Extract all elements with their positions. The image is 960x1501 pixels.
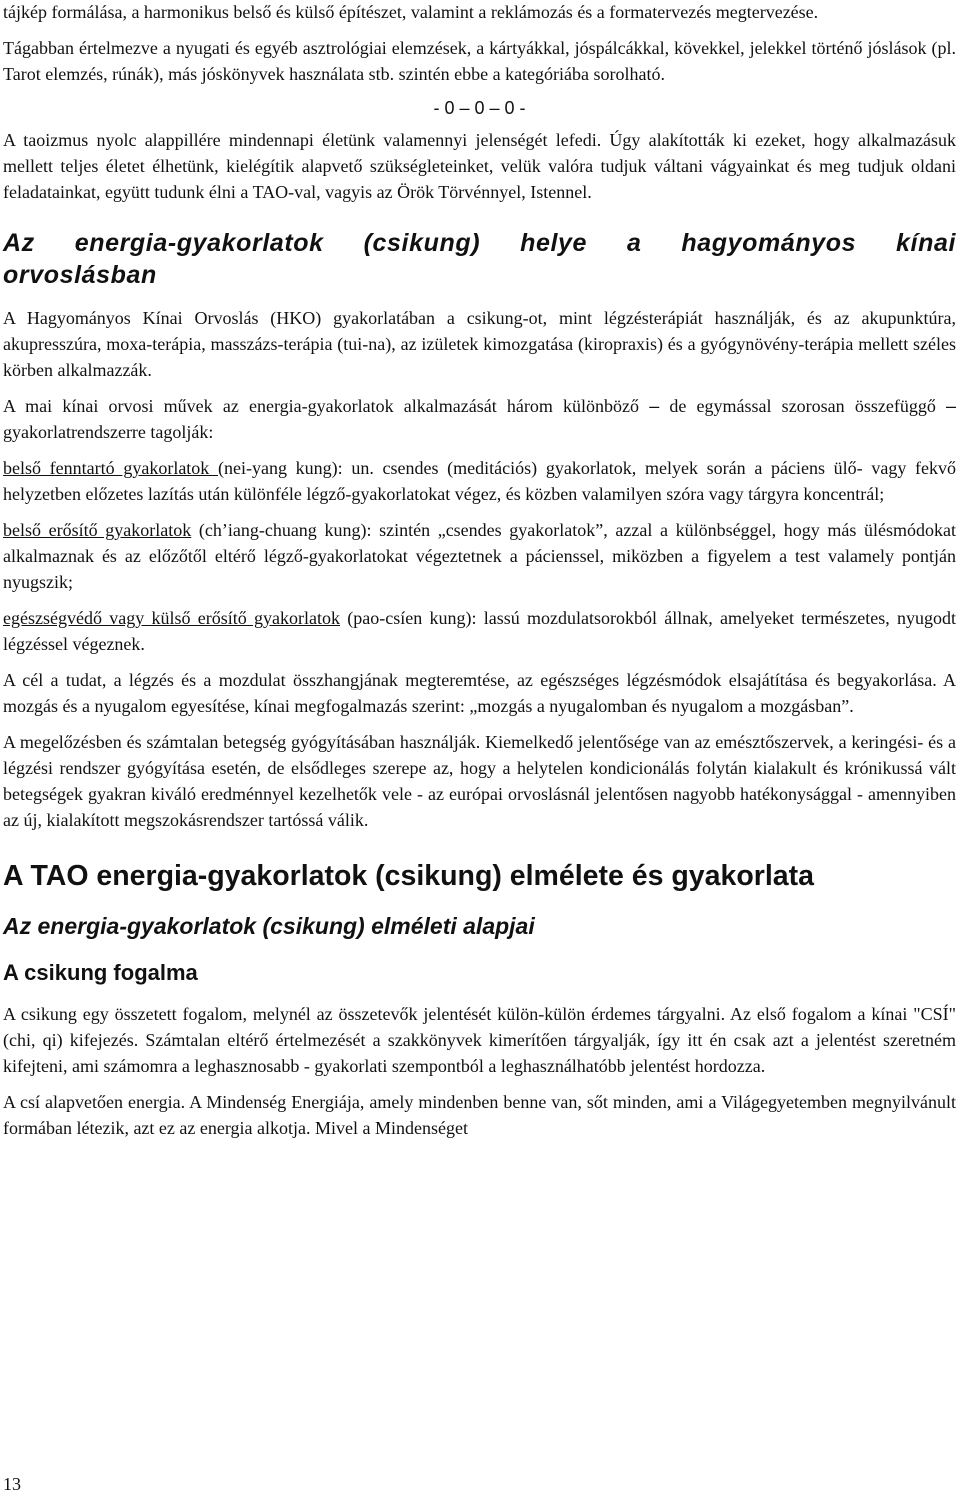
paragraph-5 bbox=[3, 393, 956, 445]
paragraph-5-part-b: de egymással szorosan összefüggő bbox=[669, 396, 936, 416]
subchapter-heading: Az energia-gyakorlatok (csikung) elméleti alapjai bbox=[3, 913, 535, 939]
dash-1: – bbox=[649, 396, 660, 416]
chapter-heading: A TAO energia-gyakorlatok (csikung) elmélete és gyakorlata bbox=[3, 860, 814, 892]
list-item-1-term: belső fenntartó gyakorlatok bbox=[3, 458, 218, 478]
paragraph-1: tájkép formálása, a harmonikus belső és külső építészet, valamint a reklámozás és a formatervezés megtervezése. bbox=[3, 2, 819, 22]
list-item-1 bbox=[3, 455, 956, 507]
list-item-3 bbox=[3, 605, 956, 657]
page-number: 13 bbox=[3, 1474, 21, 1494]
paragraph-9: A csí alapvetően energia. A Mindenség Energiája, amely mindenben benne van, sőt minden, ami a Világegyetemben megnyilvánult formában létezik, azt ez az energia alkotja. Mivel a Mindenséget bbox=[3, 1092, 956, 1138]
list-item-2-term: belső erősítő gyakorlatok bbox=[3, 520, 192, 540]
paragraph-3: A taoizmus nyolc alappillére mindennapi életünk valamennyi jelenségét lefedi. Úgy alakították ki ezeket, hogy alkalmazásuk mellett teljes életet élhetünk, kielégítik alapvető szükségleteinket, velük valóra tudjuk váltani vágyainkat és meg tudjuk oldani feladatainkat, együtt tudunk élni a TAO-val, vagyis az Örök Törvénnyel, Istennel. bbox=[3, 130, 956, 202]
section-heading: Az energia-gyakorlatok (csikung) helye a hagyományos kínai orvoslásban bbox=[3, 229, 956, 289]
paragraph-4: A Hagyományos Kínai Orvoslás (HKO) gyakorlatában a csikung-ot, mint légzésterápiát használják, és az akupunktúra, akupresszúra, moxa-terápia, masszázs-terápia (tui-na), az izületek kimozgatása (kiropraxis) és a gyógynövény-terápia mellett széles körben alkalmazzák. bbox=[3, 308, 956, 380]
list-item-2-text: (ch’iang-chuang kung): szintén „csendes gyakorlatok”, azzal a különbséggel, hogy más ülésmódokat alkalmaznak és az előzőtől eltérő légző-gyakorlatokat végeztetnek a pácienssel, miközben a figyelem a test valamely pontján nyugszik; bbox=[3, 520, 956, 592]
subsection-heading: A csikung fogalma bbox=[3, 960, 198, 985]
paragraph-5-part-c: gyakorlatrendszerre tagolják: bbox=[3, 422, 214, 442]
paragraph-6: A cél a tudat, a légzés és a mozdulat összhangjának megteremtése, az egészséges légzésmódok elsajátítása és begyakorlása. A mozgás és a nyugalom egyesítése, kínai megfogalmazás szerint: „mozgás a nyugalomban és nyugalom a mozgásban”. bbox=[3, 670, 956, 716]
paragraph-5-part-a: A mai kínai orvosi művek az energia-gyakorlatok alkalmazását három különböző bbox=[3, 396, 640, 416]
paragraph-2: Tágabban értelmezve a nyugati és egyéb asztrológiai elemzések, a kártyákkal, jóspálcákkal, kövekkel, jelekkel történő jóslások (pl. Tarot elemzés, rúnák), más jóskönyvek használata stb. szintén ebbe a kategóriába sorolható. bbox=[3, 38, 956, 84]
list-item-3-term: egészségvédő vagy külső erősítő gyakorlatok bbox=[3, 608, 340, 628]
paragraph-7: A megelőzésben és számtalan betegség gyógyításában használják. Kiemelkedő jelentősége van az emésztőszervek, a keringési- és a légzési rendszer gyógyítása esetén, de elsődleges szerepe az, hogy a helytelen kondicionálás folytán kialakult és krónikussá vált betegségek gyakran kiváló eredménnyel kezelhetők vele - az európai orvoslásnál jelentősen nagyobb hatékonysággal - amennyiben az új, kialakított megszokásrendszer tartóssá válik. bbox=[3, 732, 956, 830]
dash-2: – bbox=[946, 396, 957, 416]
section-divider: - 0 – 0 – 0 - bbox=[433, 98, 526, 118]
list-item-1-text: (nei-yang kung): un. csendes (meditációs) gyakorlatok, melyek során a páciens ülő- vagy fekvő helyzetben előzetes lazítás után különféle légző-gyakorlatokat végez, és közben valamilyen szóra vagy tárgyra koncentrál; bbox=[3, 458, 956, 504]
list-item-2 bbox=[3, 517, 956, 595]
list-item-3-text: (pao-csíen kung): lassú mozdulatsorokból állnak, amelyeket természetes, nyugodt légzéssel végeznek. bbox=[3, 608, 956, 654]
paragraph-8: A csikung egy összetett fogalom, melynél az összetevők jelentését külön-külön érdemes tárgyalni. Az első fogalom a kínai "CSÍ" (chi, qi) kifejezés. Számtalan eltérő értelmezését a szakkönyvek kimerítően tárgyalják, így itt én csak azt a jelentést szeretném kifejteni, ami számomra a leghasznosabb - gyakorlati szempontból a leghasználhatóbb jelentést hordozza. bbox=[3, 1004, 956, 1076]
